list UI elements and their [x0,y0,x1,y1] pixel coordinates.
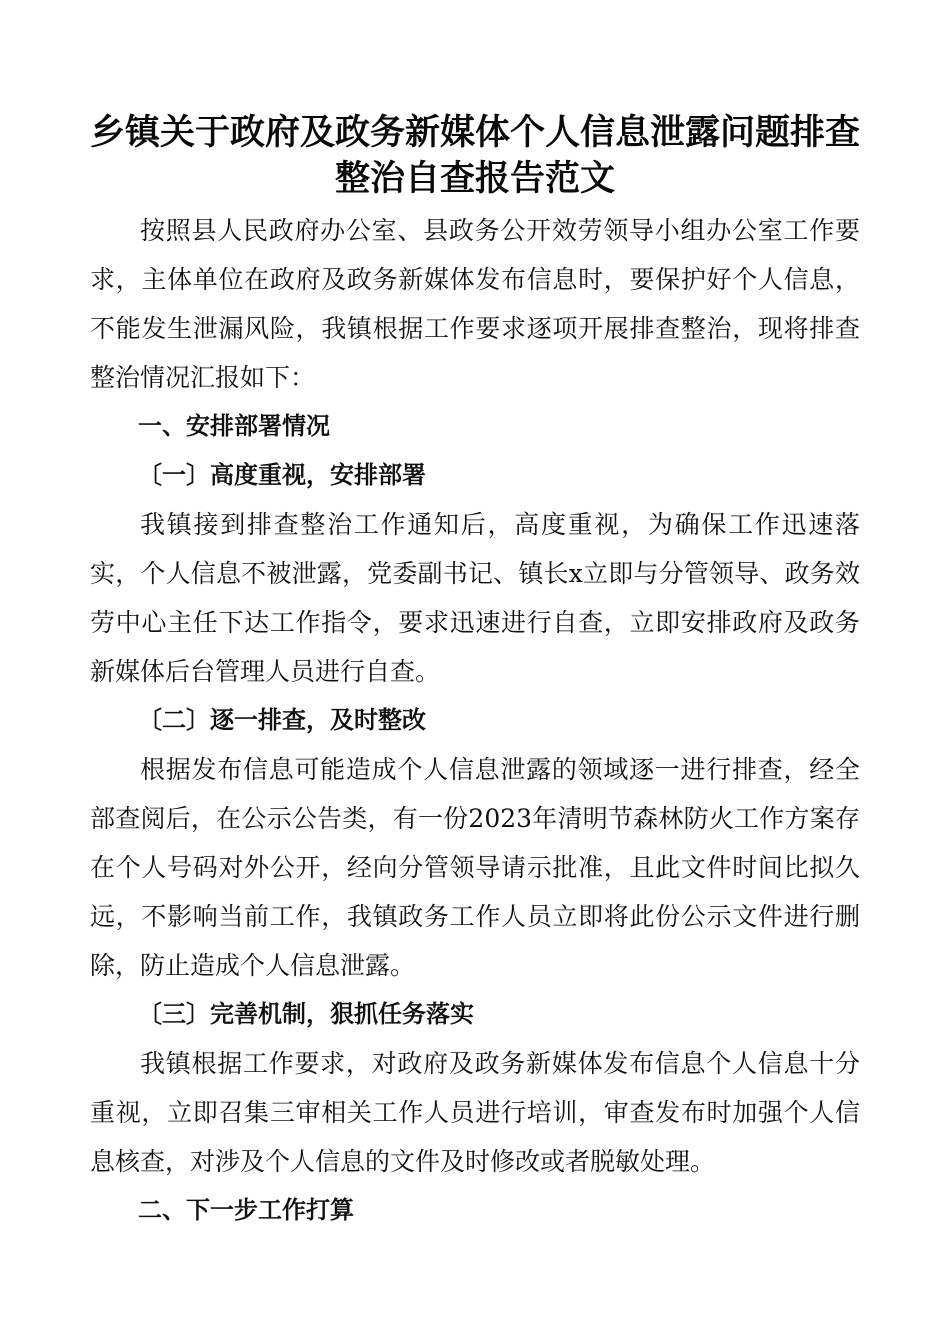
subsection-paragraph-1: 我镇接到排查整治工作通知后，高度重视，为确保工作迅速落实，个人信息不被泄露，党委副书记、镇长x立即与分管领导、政务效劳中心主任下达工作指令，要求迅速进行自查，立即安排政府及政务新媒体后台管理人员进行自查。 [90,510,860,686]
section-heading-1: 一、安排部署情况 [138,412,330,440]
intro-paragraph: 按照县人民政府办公室、县政务公开效劳领导小组办公室工作要求，主体单位在政府及政务新媒体发布信息时，要保护好个人信息，不能发生泄漏风险，我镇根据工作要求逐项开展排查整治，现将排查整治情况汇报如下： [90,216,860,392]
subsection-heading-3: 〔三〕完善机制，狠抓任务落实 [138,1000,474,1028]
subsection-paragraph-3: 我镇根据工作要求，对政府及政务新媒体发布信息个人信息十分重视，立即召集三审相关工作人员进行培训，审查发布时加强个人信息核查，对涉及个人信息的文件及时修改或者脱敏处理。 [90,1049,860,1176]
subsection-heading-1: 〔一〕高度重视，安排部署 [138,461,426,489]
document-title: 乡镇关于政府及政务新媒体个人信息泄露问题排查整治自查报告范文 [90,113,861,199]
document-body [90,206,860,1235]
section-heading-2: 二、下一步工作打算 [138,1196,354,1224]
subsection-paragraph-2: 根据发布信息可能造成个人信息泄露的领域逐一进行排查，经全部查阅后，在公示公告类，有一份2023年清明节森林防火工作方案存在个人号码对外公开，经向分管领导请示批准，且此文件时间比拟久远，不影响当前工作，我镇政务工作人员立即将此份公示文件进行删除，防止造成个人信息泄露。 [90,755,860,980]
subsection-heading-2: 〔二〕逐一排查，及时整改 [138,706,426,734]
